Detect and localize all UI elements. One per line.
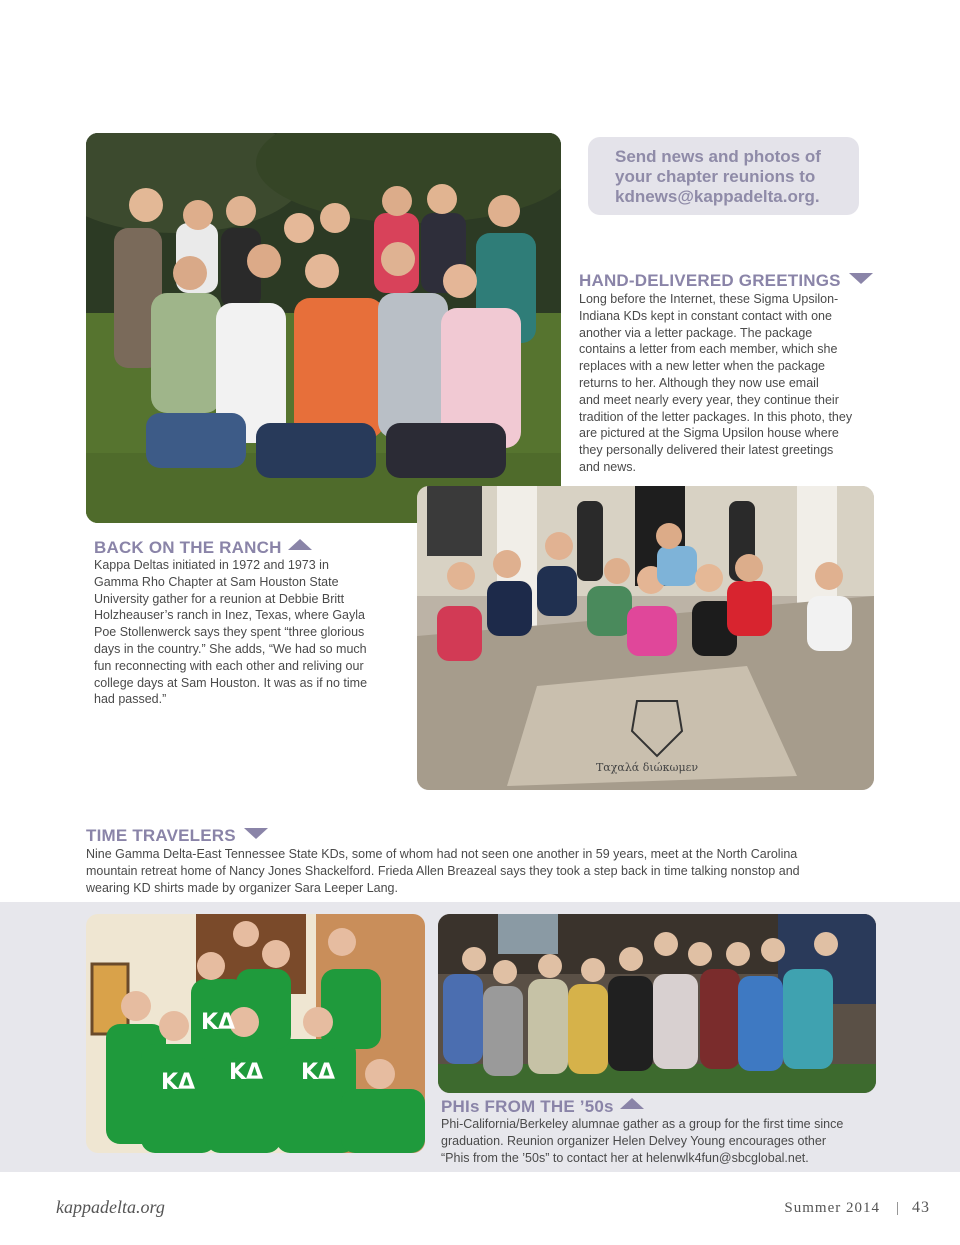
time-travelers-heading [86,826,268,846]
shirt-letters: KΔ [201,1010,236,1035]
text-line: Kappa Deltas initiated in 1972 and 1973 in [94,558,329,572]
crest-motto: Ταχαλά διώκωμεν [595,761,699,774]
text-line: returns to her. Although they now use email [579,375,819,390]
text-line: are pictured at the Sigma Upsilon house where [579,426,839,441]
text-line: days in the country.” She adds, “We had so much [94,641,367,656]
text-line: replaces with a new letter when the package [579,359,825,374]
text-line: had passed.” [94,692,167,707]
callout-line-1: Send news and photos of [615,147,821,166]
text-line: Nine Gamma Delta-East Tennessee State KDs, some of whom had not seen one another in 59 years, meet at the North Carolina [86,847,798,861]
text-line: contains a letter from each member, which she [579,342,838,357]
kd-shirts-group-photo [86,914,425,1153]
text-line: Long before the Internet, these Sigma Upsilon- [579,292,839,306]
time-travelers-title: TIME TRAVELERS [86,826,236,845]
hand-delivered-body [579,291,879,476]
triangle-up-icon [288,539,312,550]
ranch-group-photo [86,133,561,523]
text-line: University gather for a reunion at Debbie Britt [94,591,345,606]
footer-issue-info [784,1199,930,1217]
text-line: Indiana KDs kept in constant contact with one [579,308,832,323]
callout-email[interactable]: kdnews@kappadelta.org. [615,187,820,206]
triangle-down-icon [244,828,268,839]
text-line: they personally delivered their latest greetings [579,443,834,458]
callout-line-2: your chapter reunions to [615,167,816,186]
submission-callout [588,137,859,215]
text-line: wearing KD shirts made by organizer Sara Leeper Lang. [86,880,398,895]
text-line: college days at Sam Houston. It was as if no time [94,675,368,690]
hand-delivered-heading [579,271,873,291]
text-line: and news. [579,459,636,474]
time-travelers-body [86,846,886,896]
phis-body [441,1116,891,1166]
text-line: Holzheauser’s ranch in Inez, Texas, where Gayla [94,608,365,623]
footer-issue: Summer 2014 [784,1200,880,1216]
text-line: Gamma Rho Chapter at Sam Houston State [94,574,339,589]
phis-title: PHIs FROM THE ’50s [441,1097,614,1116]
back-on-ranch-title: BACK ON THE RANCH [94,538,282,557]
back-on-ranch-body [94,557,404,708]
hand-delivered-title: HAND-DELIVERED GREETINGS [579,271,841,290]
phi-alumnae-photo [438,914,876,1093]
shirt-letters: KΔ [229,1060,264,1085]
text-line: another via a letter package. The package [579,325,813,340]
phis-heading [441,1097,644,1117]
page-number: 43 [912,1199,930,1216]
back-on-ranch-heading [94,538,312,558]
sigma-upsilon-house-photo [417,486,874,790]
text-line: mountain retreat home of Nancy Jones Shackelford. Frieda Allen Breazeal says they took a step back in time talking nonstop and [86,863,800,878]
triangle-down-icon [849,273,873,284]
text-line: Poe Stollenwerck says they spent “three glorious [94,625,365,640]
text-line: “Phis from the ’50s” to contact her at helenwlk4fun@sbcglobal.net. [441,1150,809,1165]
footer-separator: | [895,1200,900,1216]
text-line: graduation. Reunion organizer Helen Delvey Young encourages other [441,1133,826,1148]
text-line: and meet nearly every year, they continue their [579,392,839,407]
text-line: Phi-California/Berkeley alumnae gather as a group for the first time since [441,1117,844,1131]
shirt-letters: KΔ [301,1060,336,1085]
footer-site[interactable]: kappadelta.org [56,1197,165,1217]
triangle-up-icon [620,1098,644,1109]
shirt-letters: KΔ [161,1070,196,1095]
text-line: tradition of the letter packages. In this photo, they [579,409,853,424]
text-line: fun reconnecting with each other and reliving our [94,658,364,673]
